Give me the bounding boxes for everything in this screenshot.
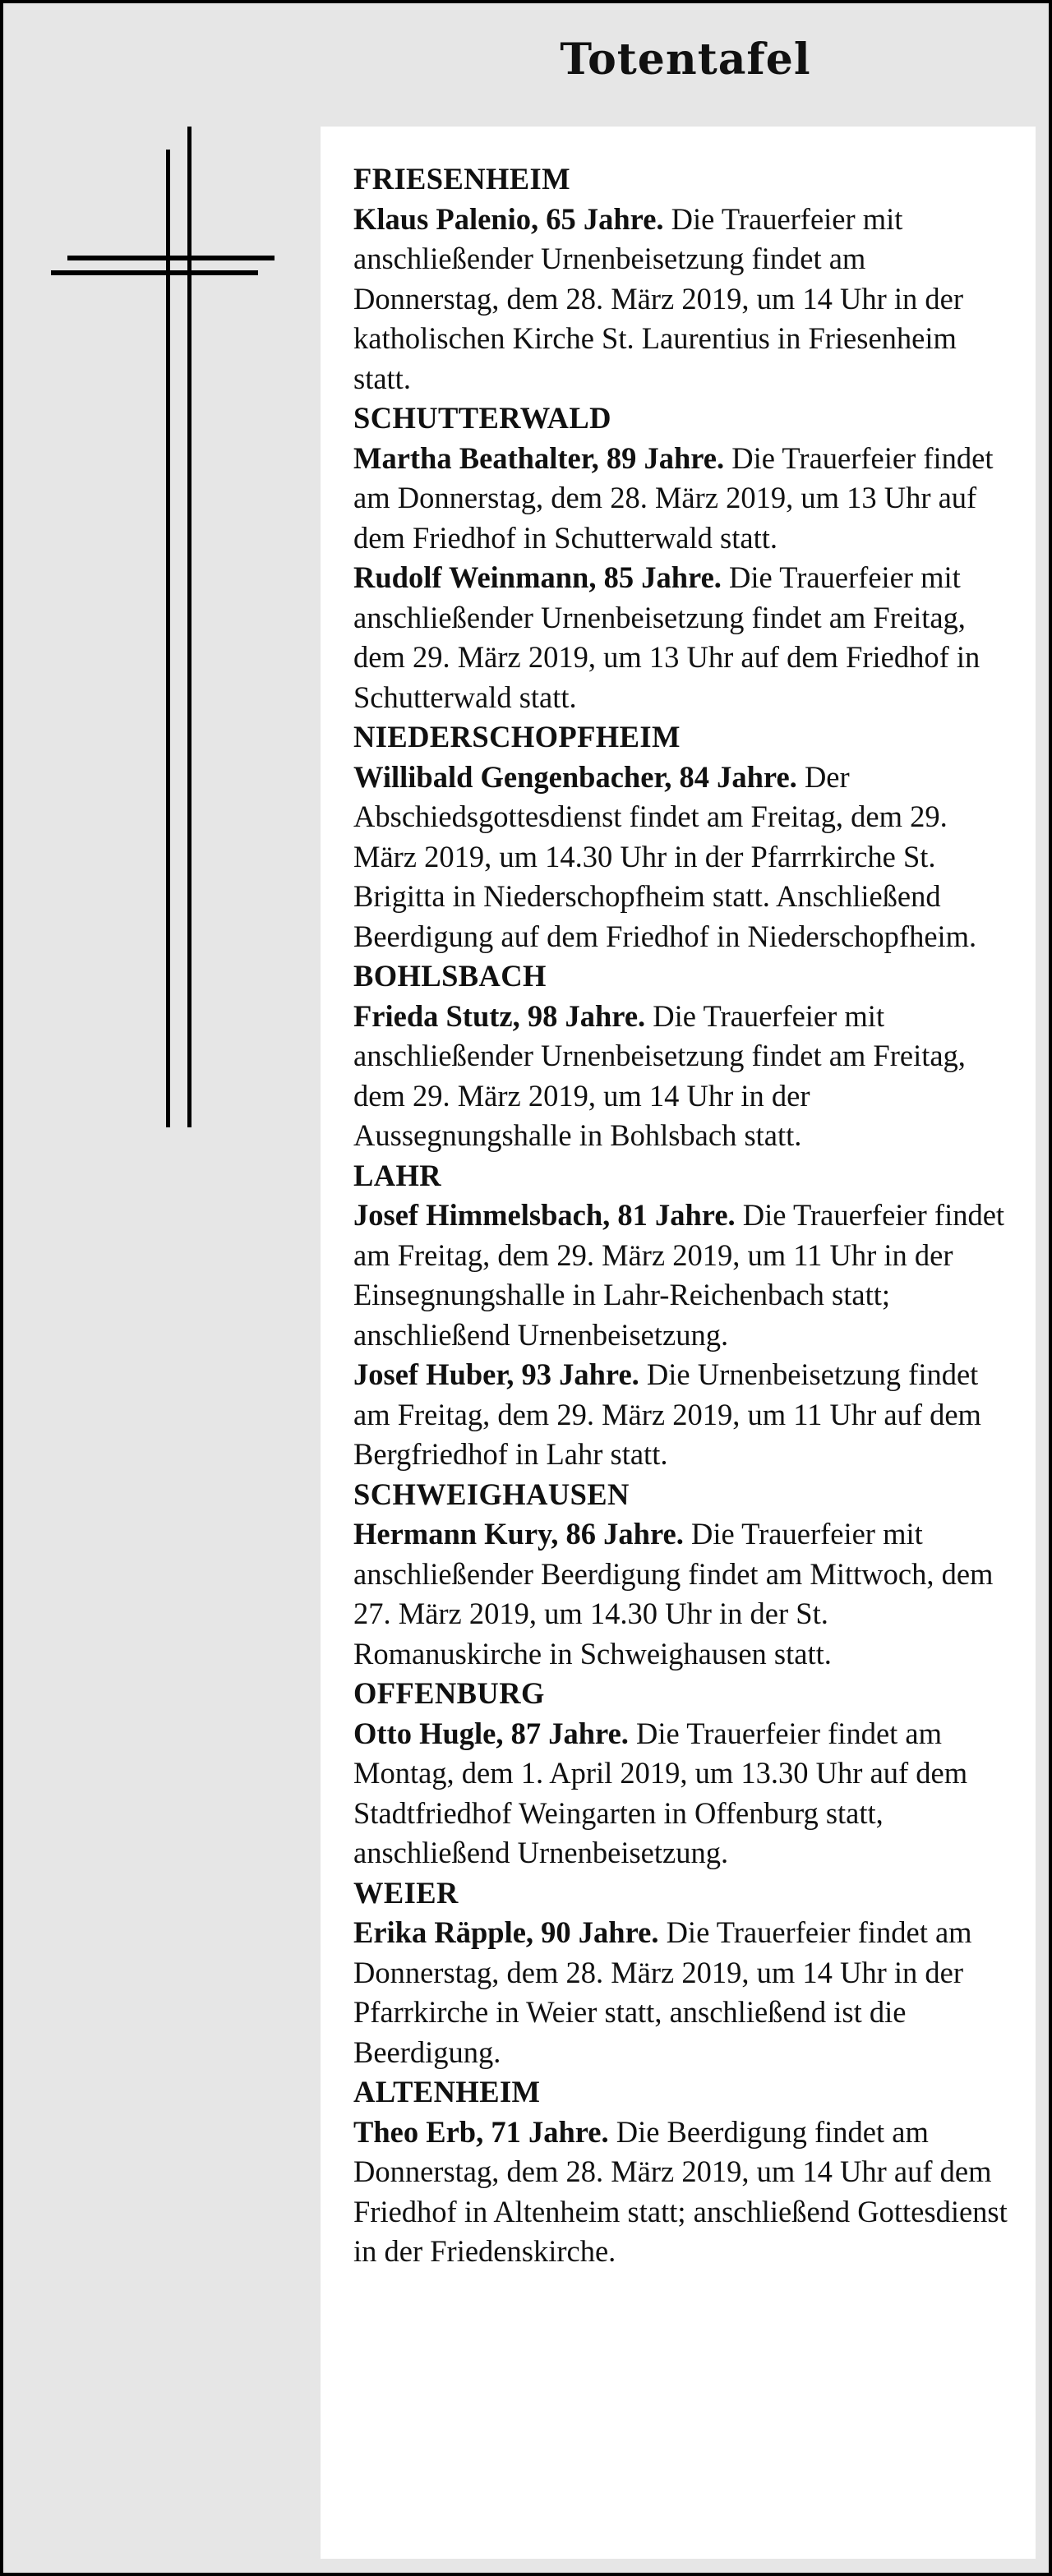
page-title: Totentafel	[560, 35, 811, 85]
obituary-entry	[353, 997, 1011, 1156]
place-heading: FRIESENHEIM	[353, 162, 570, 196]
deceased-name: Martha Beathalter, 89 Jahre.	[353, 440, 725, 475]
obituary-entry	[353, 439, 1011, 559]
deceased-name: Frieda Stutz, 98 Jahre.	[353, 998, 646, 1033]
place-heading: WEIER	[353, 1875, 459, 1910]
deceased-name: Otto Hugle, 87 Jahre.	[353, 1716, 629, 1750]
deceased-name: Willibald Gengenbacher, 84 Jahre.	[353, 759, 797, 794]
deceased-name: Josef Huber, 93 Jahre.	[353, 1357, 639, 1391]
obituary-entry	[353, 1514, 1011, 1674]
obituary-list	[353, 159, 1011, 2272]
ceremony-details: Der Abschiedsgottesdienst findet am Freitag, dem 29. März 2019, um 14.30 Uhr in der Pfarrrkirche St. Brigitta in Niederschopfheim statt. Anschließend Beerdigung auf dem Friedhof in Niederschopfheim.	[353, 759, 977, 953]
obituary-entry	[353, 1714, 1011, 1873]
place-heading: LAHR	[353, 1158, 442, 1192]
deceased-name: Theo Erb, 71 Jahre.	[353, 2114, 609, 2149]
cross-icon	[3, 3, 316, 1154]
ceremony-details: Die Trauerfeier findet am Montag, dem 1. April 2019, um 13.30 Uhr auf dem Stadtfriedhof Weingarten in Offenburg statt, anschließend Urnenbeisetzung.	[353, 1716, 968, 1869]
obituary-entry	[353, 1913, 1011, 2072]
ceremony-details: Die Trauerfeier findet am Donnerstag, dem 28. März 2019, um 13 Uhr auf dem Friedhof in Schutterwald statt.	[353, 440, 994, 555]
obituary-entry	[353, 1355, 1011, 1475]
place-heading: SCHWEIGHAUSEN	[353, 1477, 630, 1511]
obituary-entry	[353, 1196, 1011, 1355]
obituary-panel	[321, 127, 1036, 2559]
deceased-name: Rudolf Weinmann, 85 Jahre.	[353, 560, 722, 594]
ceremony-details: Die Beerdigung findet am Donnerstag, dem 28. März 2019, um 14 Uhr auf dem Friedhof in Altenheim statt; anschließend Gottesdienst in der Friedenskirche.	[353, 2114, 1008, 2268]
ceremony-details: Die Trauerfeier findet am Freitag, dem 29. März 2019, um 11 Uhr in der Einsegnungshalle in Lahr-Reichenbach statt; anschließend Urnenbeisetzung.	[353, 1198, 1005, 1352]
deceased-name: Erika Räpple, 90 Jahre.	[353, 1915, 659, 1949]
deceased-name: Hermann Kury, 86 Jahre.	[353, 1517, 684, 1551]
place-heading: BOHLSBACH	[353, 959, 547, 993]
place-heading: OFFENBURG	[353, 1676, 545, 1710]
obituary-entry	[353, 758, 1011, 957]
deceased-name: Josef Himmelsbach, 81 Jahre.	[353, 1198, 736, 1232]
deceased-name: Klaus Palenio, 65 Jahre.	[353, 201, 664, 236]
obituary-entry	[353, 200, 1011, 399]
ceremony-details: Die Trauerfeier mit anschließender Urnenbeisetzung findet am Freitag, dem 29. März 2019, um 14 Uhr in der Aussegnungshalle in Bohlsbach statt.	[353, 998, 966, 1152]
ceremony-details: Die Urnenbeisetzung findet am Freitag, dem 29. März 2019, um 11 Uhr auf dem Bergfriedhof in Lahr statt.	[353, 1357, 981, 1471]
ceremony-details: Die Trauerfeier findet am Donnerstag, dem 28. März 2019, um 14 Uhr in der Pfarrkirche in Weier statt, anschließend ist die Beerdigung.	[353, 1915, 972, 2069]
ceremony-details: Die Trauerfeier mit anschließender Beerdigung findet am Mittwoch, dem 27. März 2019, um 14.30 Uhr in der St. Romanuskirche in Schweighausen statt.	[353, 1517, 994, 1670]
ceremony-details: Die Trauerfeier mit anschließender Urnenbeisetzung findet am Donnerstag, dem 28. März 2019, um 14 Uhr in der katholischen Kirche St. Laurentius in Friesenheim statt.	[353, 201, 964, 395]
place-heading: NIEDERSCHOPFHEIM	[353, 720, 681, 753]
obituary-entry	[353, 2113, 1011, 2272]
place-heading: ALTENHEIM	[353, 2075, 541, 2108]
ceremony-details: Die Trauerfeier mit anschließender Urnenbeisetzung findet am Freitag, dem 29. März 2019, um 13 Uhr auf dem Friedhof in Schutterwald statt.	[353, 560, 980, 714]
obituary-entry	[353, 558, 1011, 717]
place-heading: SCHUTTERWALD	[353, 401, 611, 435]
